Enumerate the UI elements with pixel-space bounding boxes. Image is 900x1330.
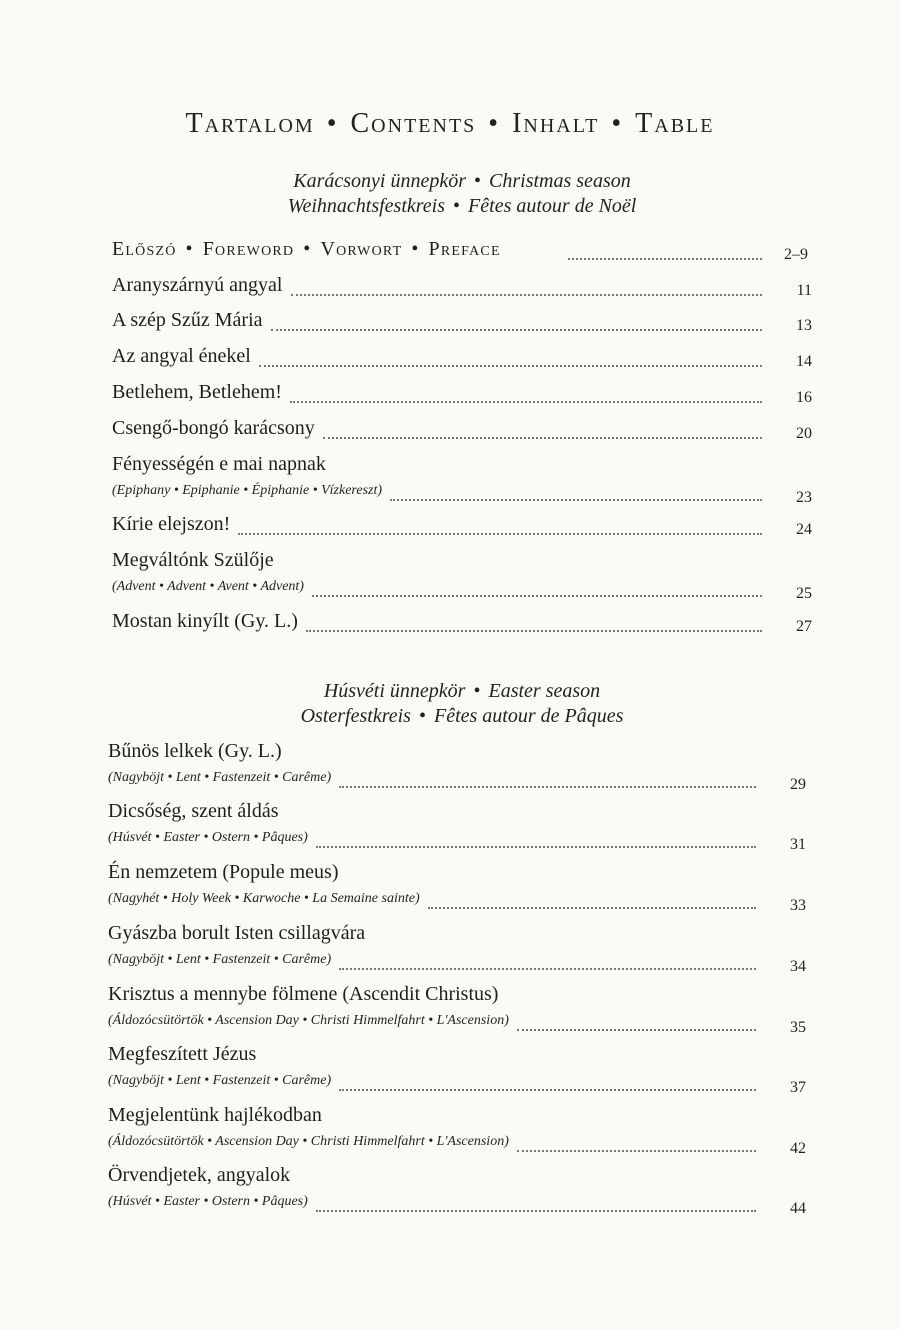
page-number: 23 [796,489,812,506]
entry-subtitle: (Nagyböjt • Lent • Fastenzeit • Carême) [108,952,332,967]
page-number: 25 [796,585,812,602]
leader-dots [259,365,762,367]
christmas-season-heading-line2: Weihnachtsfestkreis • Fêtes autour de Noël [287,195,637,217]
title-english: Contents [350,108,477,139]
entry-subtitle: (Nagyböjt • Lent • Fastenzeit • Carême) [108,1073,332,1088]
entry-title: Krisztus a mennybe fölmene (Ascendit Christus) [108,983,499,1005]
entry-title: Örvendjetek, angyalok [108,1164,291,1186]
page-number: 42 [790,1140,806,1157]
page-number: 27 [796,618,812,635]
entry-subtitle: (Advent • Advent • Avent • Advent) [112,579,304,594]
entry-title: Csengő-bongó karácsony [112,417,315,439]
entry-title: Az angyal énekel [112,345,251,367]
entry-title: A szép Szűz Mária [112,309,263,331]
entry-title: Gyászba borult Isten csillagvára [108,922,366,944]
page-number: 16 [796,389,812,406]
entry-title: Kírie elejszon! [112,513,231,535]
title-french: Table [635,108,715,139]
page-number: 37 [790,1079,806,1096]
entry-title: Dicsőség, szent áldás [108,800,279,822]
page-number: 31 [790,836,806,853]
leader-dots [339,968,756,970]
entry-title: Én nemzetem (Popule meus) [108,861,339,883]
christmas-season-heading-line1: Karácsonyi ünnepkör • Christmas season [293,170,631,192]
entry-subtitle: (Áldozócsütörtök • Ascension Day • Christi Himmelfahrt • L'Ascension) [108,1134,509,1149]
title-german: Inhalt [512,108,600,139]
leader-dots [306,630,762,632]
leader-dots [568,258,762,260]
page-number: 34 [790,958,806,975]
entry-title: Aranyszárnyú angyal [112,274,283,296]
leader-dots [339,1089,756,1091]
entry-title: Fényességén e mai napnak [112,453,326,475]
page-number: 35 [790,1019,806,1036]
leader-dots [316,1210,756,1212]
entry-subtitle: (Epiphany • Epiphanie • Épiphanie • Vízkereszt) [112,483,383,498]
entry-title: Megváltónk Szülője [112,549,274,571]
page-number: 29 [790,776,806,793]
page-number: 24 [796,521,812,538]
leader-dots [312,595,762,597]
preface-label: Előszó • Foreword • Vorwort • Preface [112,238,501,260]
page-number: 13 [796,317,812,334]
leader-dots [291,294,763,296]
page-title: Tartalom • Contents • Inhalt • Table [185,108,715,139]
page-number: 44 [790,1200,806,1217]
leader-dots [517,1029,756,1031]
leader-dots [316,846,756,848]
leader-dots [390,499,762,501]
entry-title: Bűnös lelkek (Gy. L.) [108,740,282,762]
entry-subtitle: (Áldozócsütörtök • Ascension Day • Christi Himmelfahrt • L'Ascension) [108,1013,509,1028]
entry-title: Betlehem, Betlehem! [112,381,282,403]
page-number: 20 [796,425,812,442]
leader-dots [290,401,762,403]
entry-subtitle: (Nagyhét • Holy Week • Karwoche • La Semaine sainte) [108,891,420,906]
title-hungarian: Tartalom [185,108,315,139]
page-number: 14 [796,353,812,370]
leader-dots [428,907,756,909]
entry-title: Megjelentünk hajlékodban [108,1104,322,1126]
entry-subtitle: (Húsvét • Easter • Ostern • Pâques) [108,1194,308,1209]
entry-subtitle: (Húsvét • Easter • Ostern • Pâques) [108,830,308,845]
leader-dots [517,1150,756,1152]
easter-season-heading-line2: Osterfestkreis • Fêtes autour de Pâques [300,705,624,727]
entry-title: Mostan kinyílt (Gy. L.) [112,610,298,632]
leader-dots [339,786,756,788]
leader-dots [323,437,762,439]
easter-season-heading-line1: Húsvéti ünnepkör • Easter season [323,680,601,702]
entry-subtitle: (Nagyböjt • Lent • Fastenzeit • Carême) [108,770,332,785]
page-number: 11 [796,282,812,299]
page-number: 2–9 [784,246,808,263]
entry-title: Megfeszített Jézus [108,1043,257,1065]
page-number: 33 [790,897,806,914]
leader-dots [238,533,762,535]
leader-dots [271,329,762,331]
